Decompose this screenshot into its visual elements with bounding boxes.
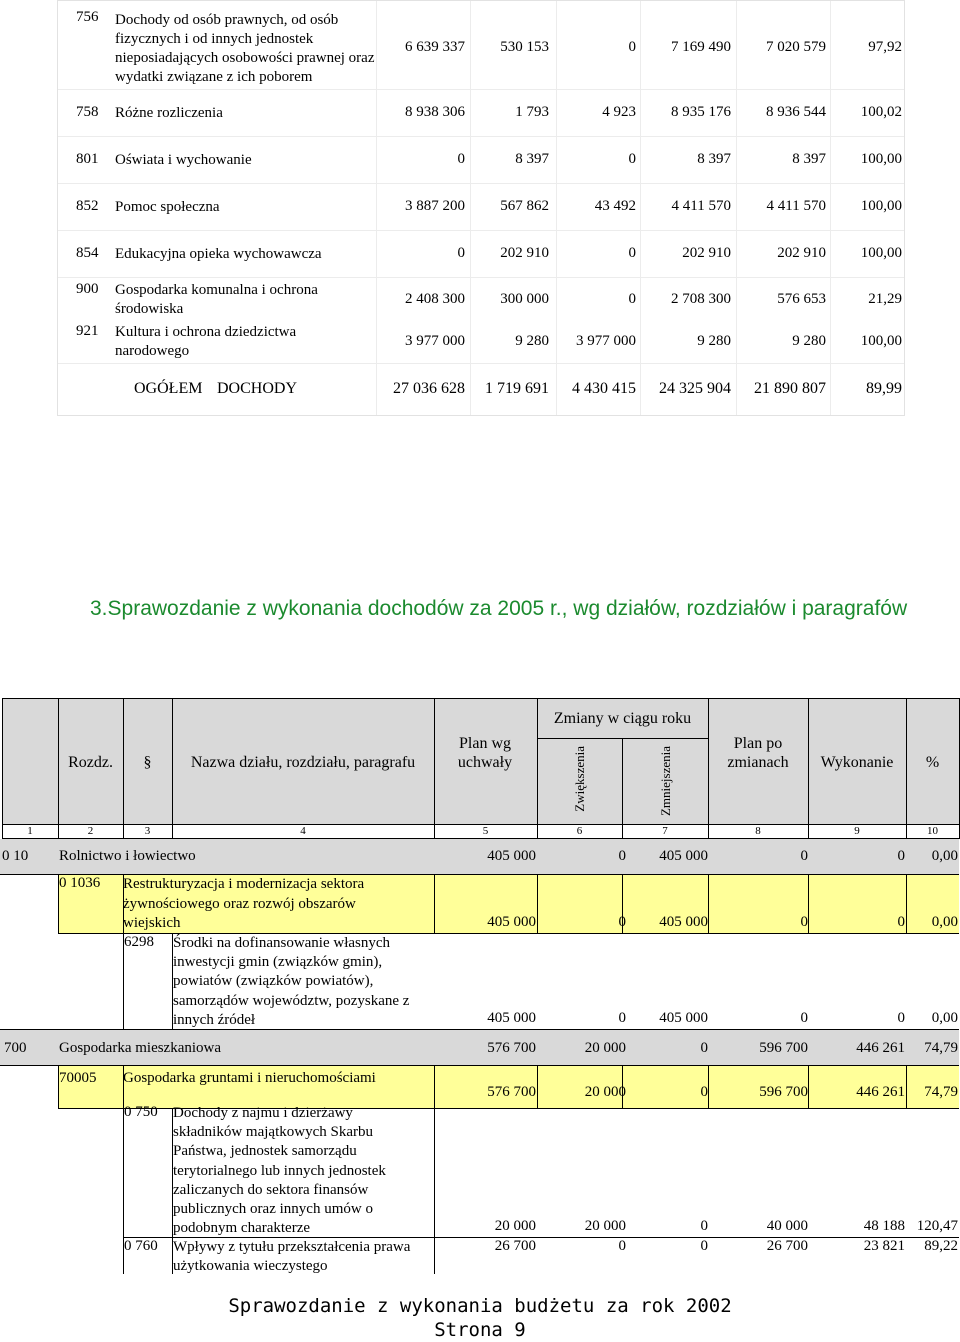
execution-value: 8 397 [792,151,826,167]
execution-value: 9 280 [792,333,826,349]
plan-value: 405 000 [487,914,536,930]
plan-value: 3 977 000 [405,333,465,349]
header-decreases: Zmniejszenia [658,746,673,817]
increase-value: 0 [618,1238,626,1254]
header-paragraph: § [143,754,152,771]
increase-value: 20 000 [584,1040,626,1056]
header-changes: Zmiany w ciągu roku [553,710,692,727]
plan-value: 576 700 [487,1084,536,1100]
decrease-value: 0 [700,1084,708,1100]
plan-after-value: 405 000 [659,1010,708,1026]
row-code: 756 [76,9,99,25]
decrease-value: 43 492 [594,198,636,214]
header-percent: % [925,754,940,771]
execution-value: 23 821 [863,1238,905,1254]
col-number: 9 [854,825,860,837]
decrease-value: 0 [628,245,636,261]
plan-after-value: 8 397 [697,151,731,167]
plan-value: 0 [457,151,465,167]
footer-title: Sprawozdanie z wykonania budżetu za rok 2002 [228,1295,732,1317]
page-footer [0,1294,960,1342]
total-label-2: DOCHODY [217,380,297,397]
percent-value: 100,02 [860,104,902,120]
decrease-value: 4 430 415 [572,380,636,397]
plan-value: 405 000 [487,1010,536,1026]
execution-value: 4 411 570 [766,198,826,214]
percent-value: 100,00 [860,245,902,261]
col-number: 5 [482,825,489,837]
row-code: 900 [76,281,99,297]
plan-value: 0 [457,245,465,261]
plan-after-value: 405 000 [659,848,708,864]
plan-after-value: 24 325 904 [659,380,731,397]
plan-after-value: 596 700 [759,1040,808,1056]
execution-value: 48 188 [863,1218,905,1234]
decrease-value: 0 [628,151,636,167]
decrease-value: 0 [800,848,808,864]
execution-value: 7 020 579 [766,39,826,55]
plan-after-value: 4 411 570 [671,198,731,214]
increase-value: 0 [618,848,626,864]
chapter-name: Restrukturyzacja i modernizacja sektora żywnościowego oraz rozwój obszarów wiejskich [123,876,365,931]
percent-value: 74,79 [924,1084,958,1100]
percent-value: 97,92 [868,39,902,55]
col-number: 6 [576,825,583,837]
percent-value: 21,29 [868,291,902,307]
chapter-name: Gospodarka gruntami i nieruchomościami [123,1070,376,1086]
execution-value: 0 [897,848,905,864]
increase-value: 9 280 [515,333,549,349]
row-name: Różne rozliczenia [115,105,223,121]
col-number: 10 [927,825,938,837]
execution-value: 0 [897,914,905,930]
increase-value: 0 [618,914,626,930]
increase-value: 530 153 [500,39,549,55]
plan-value: 26 700 [494,1238,536,1254]
paragraph-name: Środki na dofinansowanie własnych inwestycji gmin (związków gmin), powiatów (związków powiatów), samorządów województw, pozyskane z innych źródeł [173,935,410,1028]
header-increases: Zwiększenia [572,746,587,812]
decrease-value: 4 923 [602,104,636,120]
plan-value: 576 700 [487,1040,536,1056]
decrease-value: 0 [628,39,636,55]
col-number: 8 [755,825,761,837]
increase-value: 20 000 [584,1084,626,1100]
plan-value: 8 938 306 [405,104,465,120]
decrease-value: 0 [800,914,808,930]
increase-value: 20 000 [584,1218,626,1234]
plan-after-value: 405 000 [659,914,708,930]
plan-value: 405 000 [487,848,536,864]
col-number: 7 [662,825,668,837]
header-name: Nazwa działu, rozdziału, paragrafu [190,754,416,771]
col-number: 4 [300,825,306,837]
chapter-code: 0 1036 [59,875,101,891]
summary-table [57,0,905,416]
header-execution: Wykonanie [820,754,894,771]
plan-after-value: 8 935 176 [671,104,731,120]
section-code: 700 [4,1040,27,1056]
header-rozdz: Rozdz. [68,754,113,771]
header-plan-wg: Plan wg uchwały [457,735,513,771]
paragraph-name: Wpływy z tytułu przekształcenia prawa użytkowania wieczystego [173,1239,411,1275]
paragraph-code: 6298 [124,934,154,950]
chapter-code: 70005 [59,1070,97,1086]
section-code: 0 10 [2,848,29,864]
plan-after-value: 596 700 [759,1084,808,1100]
paragraph-code: 0 750 [124,1104,158,1120]
plan-value: 20 000 [494,1218,536,1234]
plan-after-value: 202 910 [682,245,731,261]
plan-after-value: 9 280 [697,333,731,349]
increase-value: 8 397 [515,151,549,167]
plan-value: 27 036 628 [393,380,465,397]
decrease-value: 0 [800,1010,808,1026]
execution-value: 446 261 [856,1040,905,1056]
row-code: 852 [76,198,99,214]
execution-value: 202 910 [777,245,826,261]
execution-value: 576 653 [777,291,826,307]
plan-after-value: 7 169 490 [671,39,731,55]
increase-value: 567 862 [500,198,549,214]
col-number: 3 [144,825,151,837]
row-name: Edukacyjna opieka wychowawcza [115,246,322,262]
plan-after-value: 26 700 [766,1238,808,1254]
decrease-value: 0 [700,1040,708,1056]
decrease-value: 0 [700,1238,708,1254]
total-label: OGÓŁEM [134,380,203,397]
row-code: 854 [76,245,99,261]
percent-value: 89,99 [866,380,902,397]
percent-value: 100,00 [860,333,902,349]
col-number: 1 [27,825,33,837]
header-plan-po: Plan po zmianach [727,735,789,771]
percent-value: 100,00 [860,198,902,214]
percent-value: 120,47 [916,1218,958,1234]
percent-value: 0,00 [931,848,958,864]
increase-value: 1 719 691 [485,380,549,397]
section-title: 3.Sprawozdanie z wykonania dochodów za 2005 r., wg działów, rozdziałów i paragrafów [90,597,908,620]
row-code: 921 [76,323,99,339]
paragraph-code: 0 760 [124,1238,158,1254]
increase-value: 1 793 [515,104,549,120]
plan-after-value: 2 708 300 [671,291,731,307]
plan-value: 2 408 300 [405,291,465,307]
page-number: Strona 9 [434,1319,526,1341]
plan-value: 3 887 200 [405,198,465,214]
decrease-value: 0 [700,1218,708,1234]
execution-value: 446 261 [856,1084,905,1100]
percent-value: 100,00 [860,151,902,167]
row-name: Kultura i ochrona dziedzictwa narodowego [115,324,297,359]
plan-after-value: 40 000 [766,1218,808,1234]
percent-value: 89,22 [924,1238,958,1254]
paragraph-name: Dochody z najmu i dzierżawy składników majątkowych Skarbu Państwa, jednostek samorządu terytorialnego lub innych jednostek zaliczanych do sektora finansów publicznych oraz innych umów o podobnym charakterze [173,1105,386,1237]
percent-value: 0,00 [931,914,958,930]
percent-value: 74,79 [924,1040,958,1056]
detail-table [0,698,960,1274]
section-name: Rolnictwo i łowiectwo [59,848,196,864]
row-name: Pomoc społeczna [115,199,220,215]
increase-value: 300 000 [500,291,549,307]
section-name: Gospodarka mieszkaniowa [59,1040,222,1056]
increase-value: 202 910 [500,245,549,261]
row-name: Dochody od osób prawnych, od osób fizycznych i od innych jednostek nieposiadających osobowości prawnej oraz wydatki związane z ich poborem [115,12,375,85]
col-number: 2 [87,825,94,837]
plan-value: 6 639 337 [405,39,465,55]
row-code: 758 [76,104,99,120]
row-name: Oświata i wychowanie [115,152,252,168]
row-name: Gospodarka komunalna i ochrona środowiska [115,282,318,317]
decrease-value: 0 [628,291,636,307]
execution-value: 8 936 544 [766,104,826,120]
increase-value: 0 [618,1010,626,1026]
row-code: 801 [76,151,99,167]
percent-value: 0,00 [931,1010,958,1026]
decrease-value: 3 977 000 [576,333,636,349]
execution-value: 0 [897,1010,905,1026]
execution-value: 21 890 807 [754,380,826,397]
